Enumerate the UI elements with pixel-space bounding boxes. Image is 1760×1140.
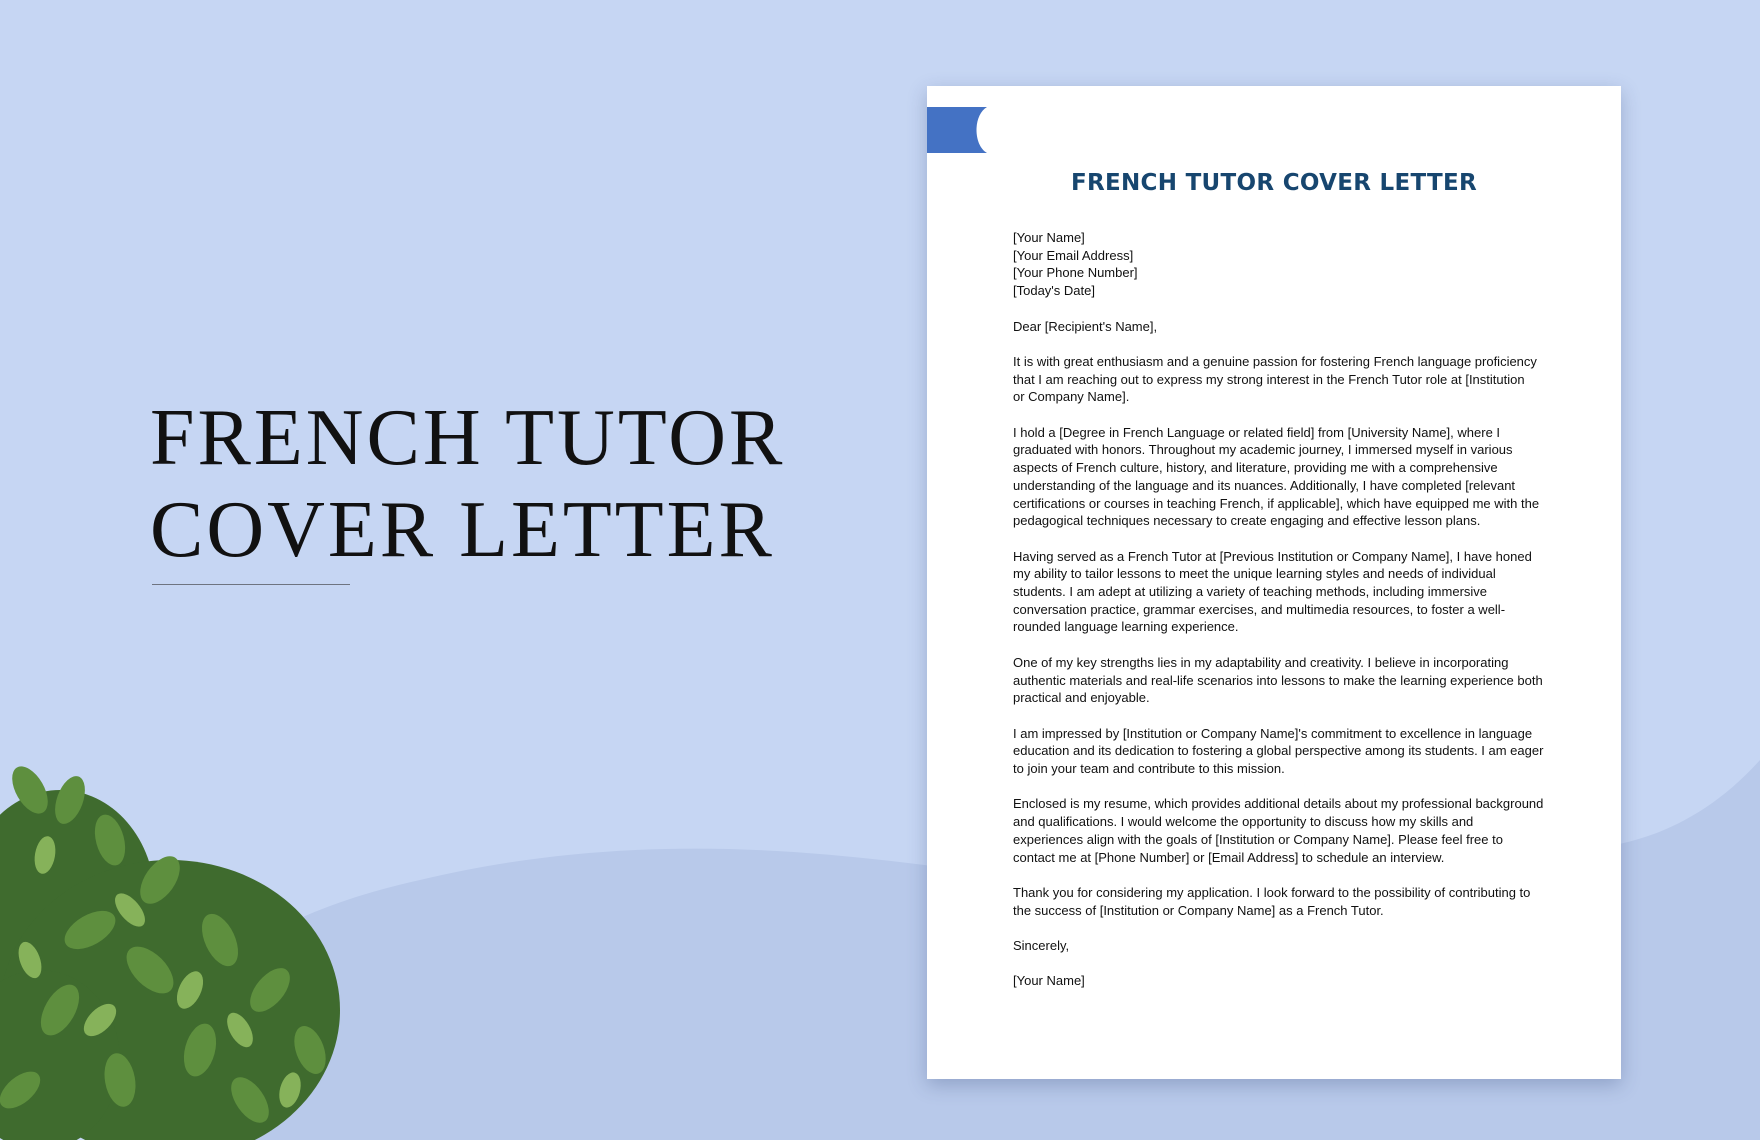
hero-title	[150, 392, 785, 576]
paragraph-line: practical and enjoyable.	[1013, 690, 1150, 706]
hero-title-line-1: FRENCH TUTOR	[150, 394, 786, 482]
paragraph-line: to join your team and contribute to this mission.	[1013, 761, 1285, 776]
paragraph-line: contact me at [Phone Number] or [Email Address] to schedule an interview.	[1013, 849, 1445, 865]
letter-paragraph	[1013, 795, 1573, 866]
letter-body	[1013, 229, 1573, 1008]
document-page	[927, 86, 1621, 1079]
paragraph-line: or Company Name].	[1013, 389, 1130, 405]
paragraph-line: and qualifications. I would welcome the opportunity to discuss how my skills and	[1013, 814, 1474, 830]
paragraph-line: One of my key strengths lies in my adaptability and creativity. I believe in incorporating	[1013, 654, 1509, 670]
sender-line: [Your Name]	[1013, 230, 1085, 245]
paragraph-line: the success of [Institution or Company Name] as a French Tutor.	[1013, 902, 1384, 918]
paragraph-line: certifications or courses in teaching French, if applicable], which have equipped me with the	[1013, 495, 1540, 511]
document-title: FRENCH TUTOR COVER LETTER	[1070, 170, 1478, 196]
paragraph-line: rounded language learning experience.	[1013, 619, 1239, 635]
paragraph-line: my ability to tailor lessons to meet the unique learning styles and needs of individual	[1013, 566, 1496, 582]
letter-paragraph	[1013, 884, 1573, 919]
sender-block	[1013, 229, 1573, 300]
paragraph-line: It is with great enthusiasm and a genuine passion for fostering French language proficiency	[1013, 353, 1537, 369]
paragraph-line: I hold a [Degree in French Language or related field] from [University Name], where I	[1013, 424, 1501, 440]
paragraph-line: I am impressed by [Institution or Company Name]'s commitment to excellence in language	[1013, 725, 1533, 741]
paragraph-line: understanding of the language and its nuances. Additionally, I have completed [relevant	[1013, 477, 1516, 493]
paragraph-line: Having served as a French Tutor at [Previous Institution or Company Name], I have honed	[1013, 548, 1532, 564]
paragraph-line: students. I am adept at utilizing a variety of teaching methods, including immersive	[1013, 584, 1488, 599]
paragraph-line: experiences align with the goals of [Institution or Company Name]. Please feel free to	[1013, 831, 1503, 847]
paragraph-line: aspects of French culture, history, and literature, providing me with a comprehensive	[1013, 460, 1498, 476]
paragraph-line: conversation practice, grammar exercises, and multimedia resources, to foster a well-	[1013, 601, 1506, 617]
signature	[1013, 972, 1573, 990]
letter-paragraph	[1013, 424, 1573, 530]
letter-paragraph	[1013, 353, 1573, 406]
paragraph-line: that I am reaching out to express my strong interest in the French Tutor role at [Institution	[1013, 371, 1525, 387]
paragraph-line: education and its dedication to fostering a global perspective among its students. I am eager	[1013, 743, 1544, 759]
closing	[1013, 937, 1573, 955]
paragraph-line: Thank you for considering my application. I look forward to the possibility of contributing to	[1013, 884, 1531, 900]
sender-line: [Today's Date]	[1013, 283, 1095, 299]
paragraph-line: graduated with honors. Throughout my academic journey, I immersed myself in various	[1013, 442, 1513, 458]
salutation	[1013, 318, 1573, 336]
hero-title-line-2: COVER LETTER	[150, 486, 775, 574]
paragraph-line: authentic materials and real-life scenarios into lessons to make the learning experience both	[1013, 672, 1543, 688]
letter-paragraph	[1013, 548, 1573, 637]
hero-divider	[152, 584, 350, 585]
accent-tab	[927, 107, 991, 153]
letter-paragraph	[1013, 654, 1573, 707]
salutation-text: Dear [Recipient's Name],	[1013, 318, 1158, 334]
letter-paragraph	[1013, 725, 1573, 778]
closing-text: Sincerely,	[1013, 937, 1070, 953]
plant-image	[0, 760, 360, 1140]
paragraph-line: Enclosed is my resume, which provides additional details about my professional background	[1013, 796, 1544, 812]
sender-line: [Your Phone Number]	[1013, 265, 1138, 281]
sender-line: [Your Email Address]	[1013, 247, 1134, 263]
paragraph-line: pedagogical techniques necessary to create engaging and effective lesson plans.	[1013, 513, 1481, 529]
signature-text: [Your Name]	[1013, 973, 1085, 989]
